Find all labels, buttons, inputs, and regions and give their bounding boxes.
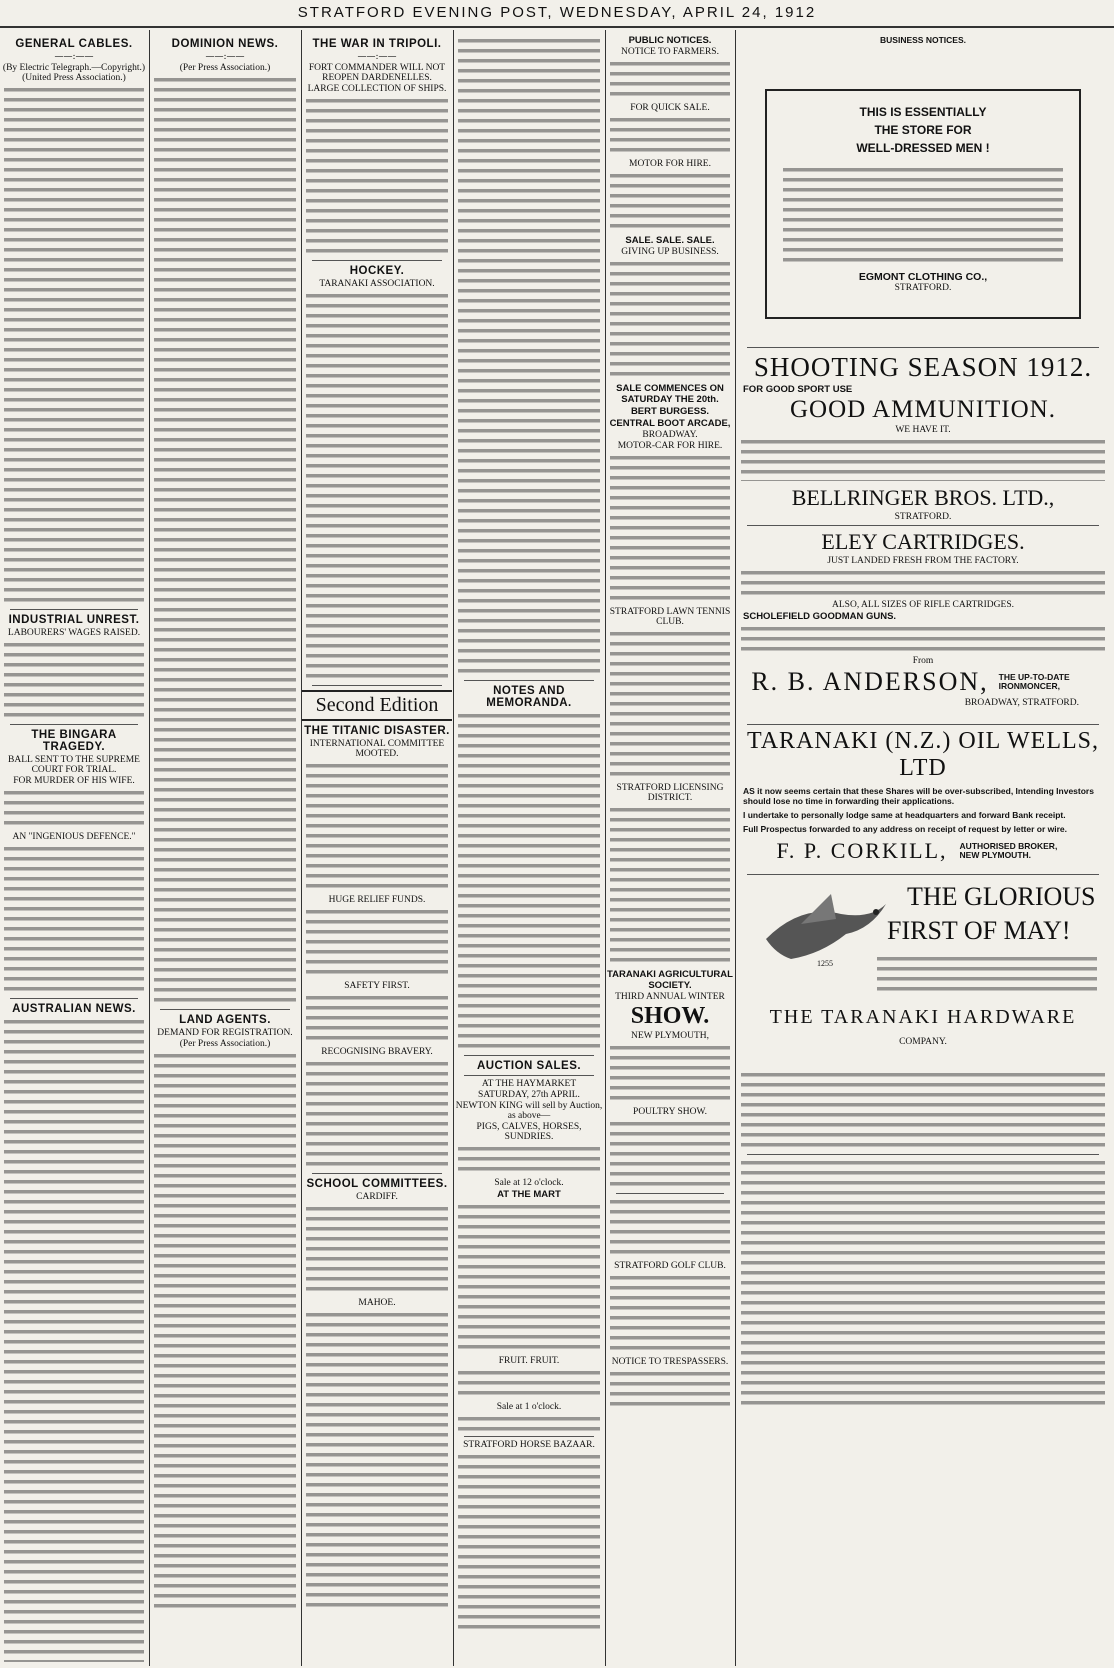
column-6 bbox=[737, 34, 1109, 1662]
ad-line: SALE COMMENCES ON SATURDAY THE 20th. bbox=[616, 383, 724, 405]
masthead-rule bbox=[0, 26, 1114, 28]
anderson-line bbox=[737, 667, 1109, 697]
article-body bbox=[154, 75, 296, 1005]
ad-line: R. B. ANDERSON, bbox=[751, 667, 989, 696]
divider bbox=[10, 724, 138, 725]
ad-line: SALE. SALE. SALE. bbox=[625, 235, 715, 246]
article-body bbox=[610, 1197, 730, 1257]
ad-line: FOR QUICK SALE. bbox=[630, 103, 710, 113]
article-body bbox=[306, 1059, 448, 1169]
article-body bbox=[458, 1202, 600, 1352]
column-3 bbox=[302, 34, 452, 1662]
ad-line: Sale at 1 o'clock. bbox=[496, 1402, 562, 1412]
ad-line: AT THE HAYMARKET bbox=[481, 1079, 577, 1089]
article-subheading: SAFETY FIRST. bbox=[344, 981, 410, 991]
article-subheading: LARGE COLLECTION OF SHIPS. bbox=[307, 84, 447, 94]
article-subheading: (Per Press Association.) bbox=[179, 1039, 271, 1049]
article-subheading: AN "INGENIOUS DEFENCE." bbox=[12, 832, 136, 842]
article-body bbox=[306, 993, 448, 1043]
ad-line: THE STORE FOR bbox=[874, 123, 972, 137]
ad-line: BROADWAY, STRATFORD. bbox=[964, 698, 1079, 708]
ad-line: STRATFORD LICENSING DISTRICT. bbox=[616, 783, 724, 803]
divider bbox=[464, 680, 594, 681]
ad-line: PIGS, CALVES, HORSES, SUNDRIES. bbox=[476, 1122, 582, 1142]
article-subheading: FOR MURDER OF HIS WIFE. bbox=[13, 776, 135, 786]
section-heading: PUBLIC NOTICES. bbox=[628, 35, 712, 46]
article-body bbox=[4, 640, 144, 720]
column-4 bbox=[454, 34, 604, 1662]
divider bbox=[312, 260, 442, 261]
ad-line: COMPANY. bbox=[899, 1037, 947, 1047]
ad-line: MOTOR FOR HIRE. bbox=[629, 159, 711, 169]
ad-line: F. P. CORKILL, bbox=[776, 838, 948, 863]
ad-line: BROADWAY. bbox=[642, 430, 698, 440]
divider bbox=[464, 1075, 594, 1076]
article-subheading: RECOGNISING BRAVERY. bbox=[321, 1047, 433, 1057]
article-body bbox=[4, 844, 144, 994]
ad-line: JUST LANDED FRESH FROM THE FACTORY. bbox=[827, 556, 1019, 566]
ad-line: NOTICE TO FARMERS. bbox=[621, 47, 719, 57]
article-heading: DOMINION NEWS. bbox=[171, 38, 279, 50]
article-body bbox=[154, 1051, 296, 1611]
ad-line: STRATFORD LAWN TENNIS CLUB. bbox=[609, 607, 731, 627]
ad-line: FIRST OF MAY! bbox=[887, 916, 1071, 945]
article-body bbox=[741, 624, 1105, 652]
divider: ——:—— bbox=[205, 52, 245, 62]
ad-line: WE HAVE IT. bbox=[895, 425, 951, 435]
ad-line: I undertake to personally lodge same at headquarters and forward Bank receipt. bbox=[743, 810, 1066, 820]
ad-line: Sale at 12 o'clock. bbox=[494, 1178, 564, 1188]
ad-line: NEWTON KING will sell by Auction, as above— bbox=[455, 1101, 603, 1121]
article-body bbox=[741, 1070, 1105, 1150]
ad-line: 1255 bbox=[817, 959, 833, 968]
article-heading: NOTES AND MEMORANDA. bbox=[486, 685, 572, 709]
article-body bbox=[458, 1144, 600, 1174]
article-body bbox=[610, 453, 730, 603]
article-heading: INDUSTRIAL UNREST. bbox=[8, 614, 140, 626]
divider bbox=[747, 1154, 1099, 1155]
article-body bbox=[306, 291, 448, 681]
article-body bbox=[610, 1369, 730, 1409]
article-subheading: LABOURERS' WAGES RAISED. bbox=[7, 628, 141, 638]
article-heading: THE BINGARA TRAGEDY. bbox=[31, 729, 117, 753]
ad-line: BERT BURGESS. bbox=[630, 406, 710, 417]
article-subheading: TARANAKI ASSOCIATION. bbox=[319, 279, 435, 289]
ad-line: TARANAKI AGRICULTURAL SOCIETY. bbox=[607, 969, 733, 991]
ad-line: THE TARANAKI HARDWARE bbox=[769, 1006, 1077, 1028]
article-heading: LAND AGENTS. bbox=[179, 1014, 271, 1026]
column-rule bbox=[735, 30, 736, 1666]
article-body bbox=[610, 1273, 730, 1353]
ad-line: SCHOLEFIELD GOODMAN GUNS. bbox=[743, 611, 897, 622]
ad-line: AUTHORISED BROKER, NEW PLYMOUTH. bbox=[959, 840, 1058, 860]
divider bbox=[464, 1055, 594, 1056]
ad-line: ALSO, ALL SIZES OF RIFLE CARTRIDGES. bbox=[832, 600, 1014, 610]
divider bbox=[312, 685, 442, 686]
article-heading: THE WAR IN TRIPOLI. bbox=[312, 38, 442, 50]
article-body bbox=[741, 1158, 1105, 1408]
article-body bbox=[610, 1119, 730, 1189]
ad-line: POULTRY SHOW. bbox=[633, 1107, 707, 1117]
glorious-ad bbox=[737, 878, 1109, 1068]
article-body bbox=[306, 96, 448, 256]
article-body bbox=[458, 1368, 600, 1398]
ad-line: FRUIT. FRUIT. bbox=[498, 1356, 560, 1366]
article-body bbox=[306, 1204, 448, 1294]
ad-line: NEW PLYMOUTH, bbox=[630, 1031, 710, 1041]
ad-line: EGMONT CLOTHING CO., bbox=[858, 271, 988, 283]
ad-line: STRATFORD GOLF CLUB. bbox=[614, 1261, 726, 1271]
ad-line: ELEY CARTRIDGES. bbox=[821, 529, 1025, 554]
article-body bbox=[4, 788, 144, 828]
divider: ——:—— bbox=[54, 52, 94, 62]
article-subheading: INTERNATIONAL COMMITTEE MOOTED. bbox=[309, 739, 445, 759]
divider bbox=[747, 874, 1099, 875]
article-body bbox=[610, 115, 730, 155]
article-heading: HOCKEY. bbox=[349, 265, 405, 277]
article-subheading: HUGE RELIEF FUNDS. bbox=[328, 895, 426, 905]
article-body bbox=[741, 437, 1105, 481]
egmont-ad bbox=[765, 89, 1081, 319]
article-heading: AUSTRALIAN NEWS. bbox=[12, 1003, 136, 1015]
article-subheading: DEMAND FOR REGISTRATION. bbox=[157, 1028, 293, 1038]
article-body bbox=[741, 568, 1105, 596]
ad-line: CENTRAL BOOT ARCADE, bbox=[609, 418, 731, 429]
section-heading: BUSINESS NOTICES. bbox=[880, 35, 966, 45]
divider bbox=[747, 525, 1099, 526]
article-body bbox=[610, 629, 730, 779]
divider bbox=[10, 998, 138, 999]
divider bbox=[10, 609, 138, 610]
article-body bbox=[610, 171, 730, 231]
article-body bbox=[610, 59, 730, 99]
masthead: STRATFORD EVENING POST, WEDNESDAY, APRIL 24, 1912 bbox=[297, 4, 817, 21]
divider bbox=[747, 724, 1099, 725]
second-edition-banner: Second Edition bbox=[302, 690, 452, 721]
ad-line: AT THE MART bbox=[497, 1189, 561, 1200]
article-body bbox=[458, 1414, 600, 1432]
ad-line: NOTICE TO TRESPASSERS. bbox=[611, 1357, 729, 1367]
article-heading: THE TITANIC DISASTER. bbox=[304, 725, 450, 737]
article-body bbox=[877, 954, 1097, 994]
ad-line: STRATFORD. bbox=[894, 512, 952, 522]
column-5 bbox=[606, 34, 734, 1662]
article-body bbox=[306, 761, 448, 891]
ad-line: GIVING UP BUSINESS. bbox=[621, 247, 719, 257]
ad-line: TARANAKI (N.Z.) OIL WELLS, LTD bbox=[746, 728, 1099, 781]
article-heading: SCHOOL COMMITTEES. bbox=[306, 1178, 448, 1190]
article-body bbox=[458, 1452, 600, 1632]
ad-line: Full Prospectus forwarded to any address on receipt of request by letter or wire. bbox=[743, 824, 1068, 834]
article-body bbox=[458, 36, 600, 676]
article-heading: AUCTION SALES. bbox=[476, 1060, 582, 1072]
ad-line: STRATFORD. bbox=[894, 283, 952, 293]
ad-line: THE GLORIOUS bbox=[907, 882, 1096, 911]
ad-line: THE UP-TO-DATE IRONMONCER, bbox=[998, 671, 1070, 691]
ad-line: From bbox=[912, 656, 934, 666]
ad-line: SHOW. bbox=[630, 1003, 710, 1029]
divider bbox=[747, 347, 1099, 348]
divider bbox=[312, 1173, 442, 1174]
article-subheading: CARDIFF. bbox=[356, 1192, 398, 1202]
divider bbox=[160, 1009, 290, 1010]
ad-line: THIRD ANNUAL WINTER bbox=[615, 992, 725, 1002]
ad-line: WELL-DRESSED MEN ! bbox=[856, 141, 990, 155]
article-body bbox=[610, 1043, 730, 1103]
column-2 bbox=[150, 34, 300, 1662]
ad-line: MOTOR-CAR FOR HIRE. bbox=[617, 441, 723, 451]
ad-line: BELLRINGER BROS. LTD., bbox=[791, 485, 1055, 510]
article-body bbox=[306, 1310, 448, 1610]
ad-line: GOOD AMMUNITION. bbox=[790, 396, 1056, 423]
article-body bbox=[458, 711, 600, 1051]
divider bbox=[464, 1436, 594, 1437]
corkill-line bbox=[737, 838, 1109, 864]
article-body bbox=[4, 1017, 144, 1662]
divider bbox=[616, 1193, 724, 1194]
ad-line: THIS IS ESSENTIALLY bbox=[859, 105, 987, 119]
ad-line: STRATFORD HORSE BAZAAR. bbox=[463, 1440, 595, 1450]
article-heading: GENERAL CABLES. bbox=[15, 38, 133, 50]
divider: ——:—— bbox=[357, 52, 397, 62]
article-subheading: (Per Press Association.) bbox=[179, 63, 271, 73]
article-subheading: (By Electric Telegraph.—Copyright.) (United Press Association.) bbox=[2, 63, 146, 83]
article-body bbox=[306, 907, 448, 977]
article-body bbox=[610, 805, 730, 965]
ad-line: SHOOTING SEASON 1912. bbox=[753, 352, 1093, 382]
article-body bbox=[610, 259, 730, 379]
article-subheading: BALL SENT TO THE SUPREME COURT FOR TRIAL. bbox=[8, 755, 140, 775]
article-subheading: MAHOE. bbox=[358, 1298, 396, 1308]
article-body bbox=[4, 85, 144, 605]
ad-line: FOR GOOD SPORT USE bbox=[743, 384, 853, 395]
article-subheading: FORT COMMANDER WILL NOT REOPEN DARDENELLES. bbox=[308, 63, 446, 83]
column-1 bbox=[0, 34, 148, 1662]
article-body bbox=[783, 165, 1063, 265]
ad-line: SATURDAY, 27th APRIL. bbox=[478, 1090, 580, 1100]
ad-line: AS it now seems certain that these Shares will be over-subscribed, Intending Investors should lose no time in forwarding their applications. bbox=[743, 786, 1094, 806]
